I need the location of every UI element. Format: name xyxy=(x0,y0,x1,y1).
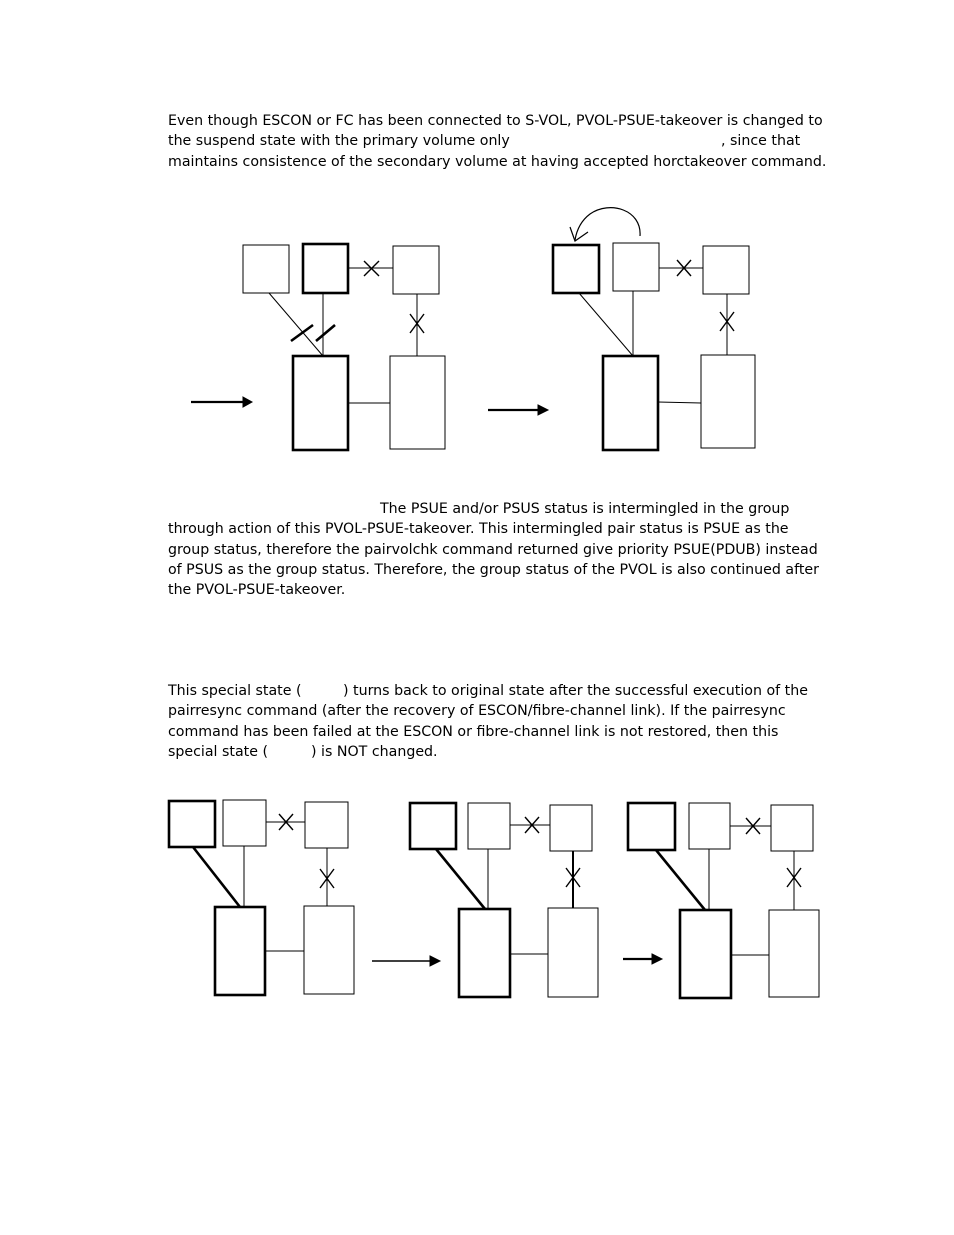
p2-line1: The PSUE and/or PSUS status is intermingled in the group xyxy=(380,501,790,517)
p2-line5: the PVOL-PSUE-takeover. xyxy=(168,582,346,599)
arrow-stage1-to-stage2 xyxy=(372,956,440,966)
p1-line2-end: , since that xyxy=(721,133,801,150)
host-box xyxy=(689,803,730,849)
remote-host-box xyxy=(771,805,813,851)
p1-line2-start: the suspend state with the primary volume only xyxy=(168,133,510,150)
pvol-box-bold xyxy=(680,910,731,998)
path-line-bold xyxy=(656,850,705,910)
p3-line1-end: ) turns back to original state after the successful execution of the xyxy=(343,683,808,699)
p3-line3: command has been failed at the ESCON or fibre-channel link is not restored, then this xyxy=(168,723,779,740)
p1-line3: maintains consistence of the secondary volume at having accepted horctakeover command. xyxy=(168,153,827,170)
remote-host-box xyxy=(305,802,348,848)
diagram2-stage3 xyxy=(628,803,819,998)
remote-host-box xyxy=(550,805,592,851)
host-box xyxy=(468,803,510,849)
host-box-bold xyxy=(169,801,215,847)
arrowhead-icon xyxy=(652,954,662,964)
svol-box xyxy=(769,910,819,997)
p2-line2: through action of this PVOL-PSUE-takeover. This intermingled pair status is PSUE as the xyxy=(168,521,789,538)
path-line-bold xyxy=(193,847,240,907)
host-box-bold xyxy=(410,803,456,849)
p2-line4: of PSUS as the group status. Therefore, the group status of the PVOL is also continued after xyxy=(168,561,819,578)
host-box xyxy=(223,800,266,846)
arrow-stage2-to-stage3 xyxy=(623,954,662,964)
diagram2-stage1 xyxy=(169,800,354,995)
host-box-bold xyxy=(628,803,675,850)
p3-line1-start: This special state ( xyxy=(168,683,302,699)
p3-line4-start: special state ( xyxy=(168,743,268,760)
svol-box xyxy=(548,908,598,997)
pvol-box-bold xyxy=(459,909,510,997)
pvol-box-bold xyxy=(215,907,265,995)
path-line-bold xyxy=(436,849,485,909)
p1-line1: Even though ESCON or FC has been connected to S-VOL, PVOL-PSUE-takeover is changed to xyxy=(168,113,823,129)
p3-line2: pairresync command (after the recovery of ESCON/fibre-channel link). If the pairresync xyxy=(168,703,786,720)
p3-line4-end: ) is NOT changed. xyxy=(311,743,438,760)
diagram2-stage2 xyxy=(410,803,598,997)
svol-box xyxy=(304,906,354,994)
p2-line3: group status, therefore the pairvolchk command returned give priority PSUE(PDUB) instead xyxy=(168,541,818,558)
arrowhead-icon xyxy=(430,956,440,966)
